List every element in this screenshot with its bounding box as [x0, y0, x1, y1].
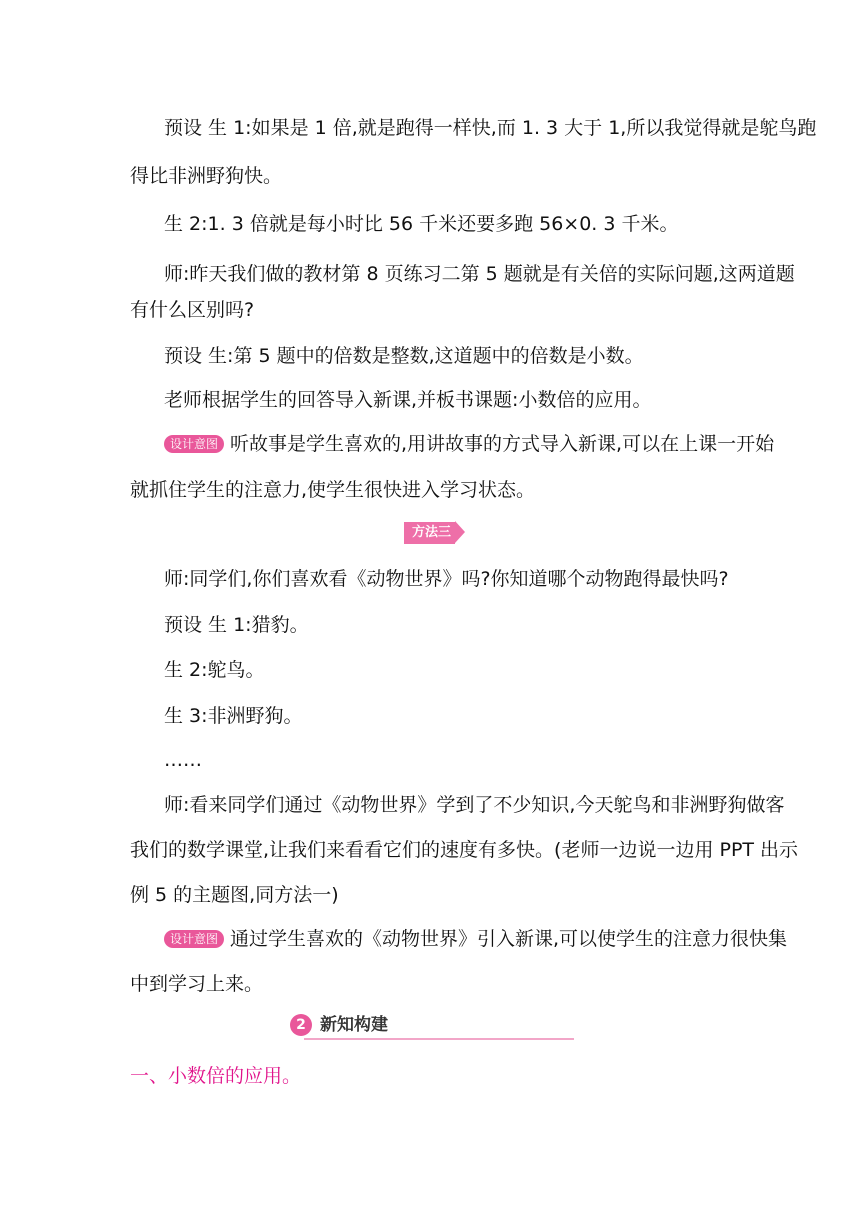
- dialogue-line: 我们的数学课堂,让我们来看看它们的速度有多快。(老师一边说一边用 PPT 出示: [130, 839, 799, 861]
- dialogue-line: 生 2:鸵鸟。: [164, 659, 265, 681]
- design-intent-badge: 设计意图: [164, 435, 224, 453]
- design-note: [164, 432, 774, 456]
- design-note: [164, 927, 787, 951]
- paragraph-line: 师:昨天我们做的教材第 8 页练习二第 5 题就是有关倍的实际问题,这两道题: [164, 263, 795, 285]
- dialogue-line: 生 3:非洲野狗。: [164, 705, 303, 727]
- dialogue-line: 师:同学们,你们喜欢看《动物世界》吗?你知道哪个动物跑得最快吗?: [164, 568, 729, 590]
- paragraph-line: 老师根据学生的回答导入新课,并板书课题:小数倍的应用。: [164, 389, 652, 411]
- section-divider: [304, 1038, 574, 1040]
- design-note-text: 就抓住学生的注意力,使学生很快进入学习状态。: [130, 479, 536, 501]
- method-label: [404, 521, 465, 543]
- section-title: 新知构建: [320, 1015, 388, 1035]
- paragraph-line: 预设 生:第 5 题中的倍数是整数,这道题中的倍数是小数。: [164, 345, 644, 367]
- arrow-tip-icon: [455, 521, 465, 543]
- design-intent-badge: 设计意图: [164, 930, 224, 948]
- subheading: 一、小数倍的应用。: [130, 1065, 302, 1087]
- dialogue-line: 师:看来同学们通过《动物世界》学到了不少知识,今天鸵鸟和非洲野狗做客: [164, 794, 785, 816]
- paragraph-line: 预设 生 1:如果是 1 倍,就是跑得一样快,而 1. 3 大于 1,所以我觉得就是鸵鸟跑: [164, 117, 817, 139]
- method-label-text: 方法三: [404, 522, 455, 544]
- paragraph-line: 有什么区别吗?: [130, 299, 255, 321]
- design-note-text: 听故事是学生喜欢的,用讲故事的方式导入新课,可以在上课一开始: [230, 433, 775, 455]
- paragraph-line: 生 2:1. 3 倍就是每小时比 56 千米还要多跑 56×0. 3 千米。: [164, 213, 679, 235]
- section-header: [290, 1012, 580, 1044]
- dialogue-line: 例 5 的主题图,同方法一): [130, 884, 339, 906]
- dialogue-line: ……: [164, 749, 202, 771]
- section-number: 2: [290, 1014, 312, 1036]
- design-note-text: 中到学习上来。: [130, 973, 264, 995]
- paragraph-line: 得比非洲野狗快。: [130, 165, 283, 187]
- dialogue-line: 预设 生 1:猎豹。: [164, 614, 309, 636]
- design-note-text: 通过学生喜欢的《动物世界》引入新课,可以使学生的注意力很快集: [230, 928, 788, 950]
